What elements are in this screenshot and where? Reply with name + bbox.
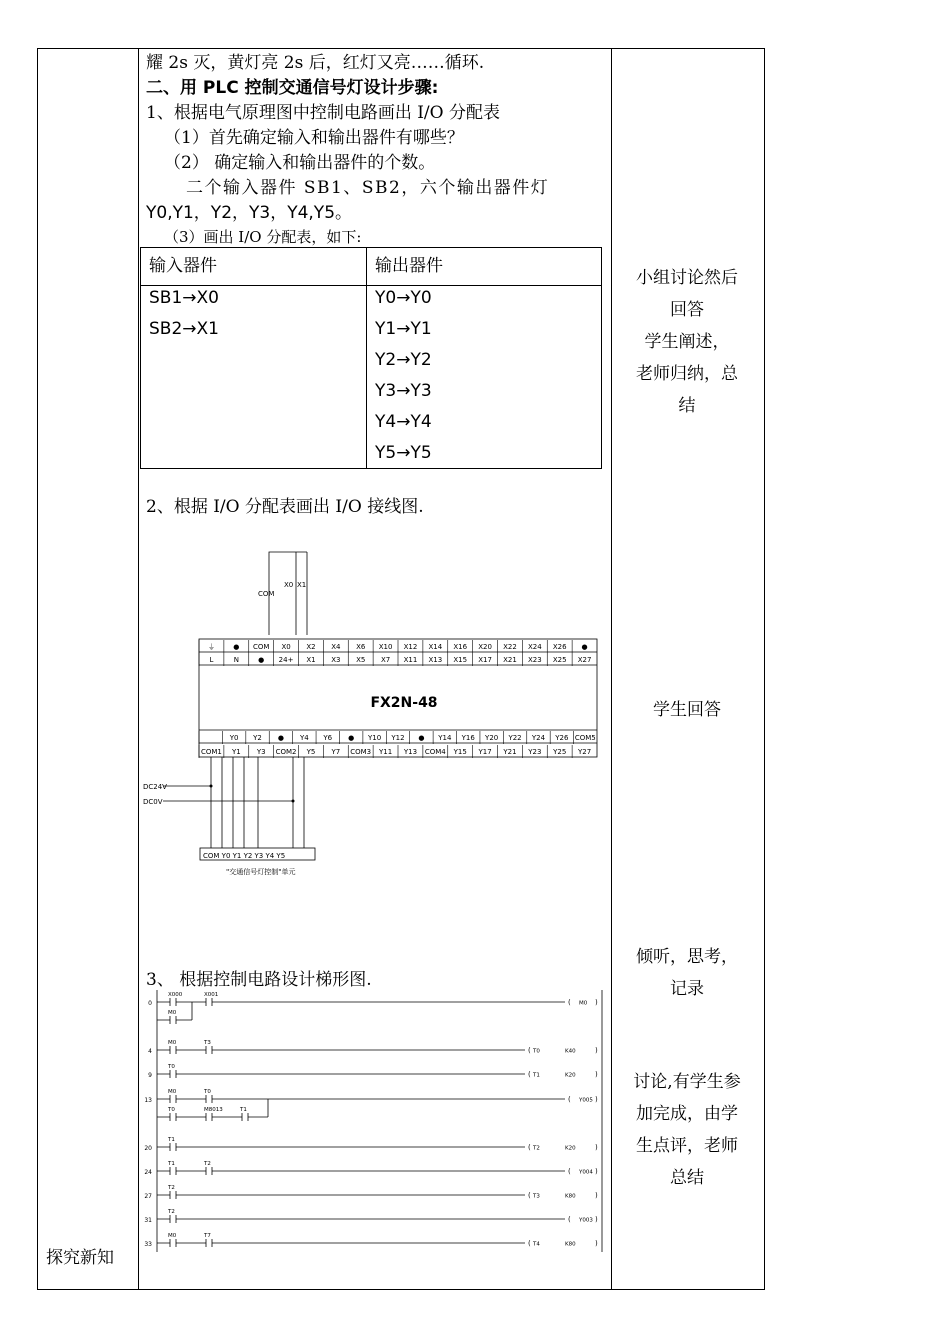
rung-step: 0 [148, 1000, 152, 1007]
terminal-label: X12 [403, 643, 418, 651]
activity-line: 学生阐述， [644, 332, 730, 352]
activity-block-1 [612, 262, 762, 422]
terminal-label: X5 [356, 656, 366, 664]
activity-block-4 [612, 1066, 762, 1194]
terminal-label: Y4 [299, 734, 309, 742]
terminal-label: Y15 [453, 748, 467, 756]
coil-label: T3 [533, 1193, 540, 1200]
terminal-label: X26 [552, 643, 567, 651]
terminal-label: X7 [380, 656, 391, 664]
coil-label: Y004 [579, 1169, 593, 1176]
terminal-label: X6 [356, 643, 366, 651]
terminal-label: Y6 [323, 734, 333, 742]
rung-step: 31 [144, 1217, 152, 1224]
coil-label: T1 [533, 1072, 540, 1079]
coil-label: T2 [533, 1145, 540, 1152]
terminal-label: X14 [428, 643, 443, 651]
coil-close: ) [595, 1167, 598, 1176]
activity-line: 总结 [670, 1168, 704, 1188]
contact-label: T3 [204, 1040, 211, 1046]
contact-label: M0 [168, 1233, 177, 1239]
terminal-label: ● [233, 643, 240, 651]
description-line-2: Y0,Y1，Y2，Y3，Y4,Y5。 [146, 203, 353, 223]
terminal-label: COM4 [424, 748, 446, 756]
terminal-label: N [233, 656, 239, 664]
coil-constant: K20 [565, 1072, 576, 1079]
coil-open: ( [528, 1239, 531, 1248]
contact-gap [170, 1191, 176, 1199]
terminal-label: X20 [478, 643, 492, 651]
activity-line: 结 [678, 396, 696, 416]
terminal-label: Y22 [508, 734, 522, 742]
contact-label: T2 [204, 1161, 211, 1167]
terminal-label: X27 [577, 656, 592, 664]
contact-label: T1 [168, 1137, 175, 1143]
contact-gap [170, 1095, 176, 1103]
contact-label: M0 [168, 1010, 177, 1016]
io-input-row: SB1→X0 [149, 288, 219, 308]
io-output-row: Y5→Y5 [375, 443, 432, 463]
contact-gap [206, 1167, 212, 1175]
io-table [140, 247, 602, 469]
switch-label: X0 [284, 581, 294, 589]
terminal-label: COM1 [200, 748, 222, 756]
io-header-output: 输出器件 [375, 256, 443, 276]
coil-open: ( [568, 1095, 571, 1104]
coil-close: ) [595, 1070, 598, 1079]
coil-label: Y005 [579, 1097, 593, 1104]
contact-gap [170, 1046, 176, 1054]
contact-label: T2 [168, 1209, 175, 1215]
terminal-label: X4 [331, 643, 341, 651]
terminal-label: Y23 [528, 748, 542, 756]
contact-label: X001 [204, 992, 219, 998]
terminal-label: Y3 [256, 748, 266, 756]
contact-label: T0 [168, 1064, 175, 1070]
step-2: 2、根据 I/O 分配表画出 I/O 接线图. [146, 497, 424, 517]
column-divider-left [138, 48, 139, 1290]
contact-gap [206, 1239, 212, 1247]
terminal-label: Y26 [555, 734, 569, 742]
terminal-label: Y10 [367, 734, 382, 742]
coil-label: T0 [533, 1048, 540, 1055]
terminal-label: X15 [453, 656, 468, 664]
coil-close: ) [595, 1095, 598, 1104]
sub-step-1: （1）首先确定输入和输出器件有哪些？ [164, 128, 464, 148]
sub-step-3: （3）画出 I/O 分配表，如下: [164, 228, 362, 246]
contact-gap [242, 1113, 248, 1121]
terminal-label: X21 [503, 656, 517, 664]
terminal-label: ● [418, 734, 425, 742]
terminal-label: ● [348, 734, 355, 742]
terminal-label: X0 [281, 643, 291, 651]
coil-open: ( [528, 1143, 531, 1152]
terminal-label: Y20 [485, 734, 499, 742]
terminal-label: Y16 [461, 734, 475, 742]
io-header-input: 输入器件 [149, 256, 217, 276]
io-output-row: Y2→Y2 [375, 350, 432, 370]
contact-gap [206, 1046, 212, 1054]
activity-block-2 [612, 694, 762, 726]
terminal-label: X3 [331, 656, 341, 664]
coil-label: M0 [579, 1000, 588, 1007]
io-table-divider [366, 248, 367, 468]
contact-gap [170, 1016, 176, 1024]
terminal-label: X22 [503, 643, 517, 651]
activity-line: 倾听，思考， [636, 947, 738, 967]
coil-constant: K80 [565, 1241, 576, 1248]
coil-close: ) [595, 1191, 598, 1200]
terminal-label: X25 [552, 656, 567, 664]
coil-open: ( [528, 1191, 531, 1200]
contact-label: M8013 [204, 1107, 223, 1113]
terminal-label: Y1 [231, 748, 241, 756]
coil-constant: K20 [565, 1145, 576, 1152]
coil-constant: K40 [565, 1048, 576, 1055]
unit-terminals: COM Y0 Y1 Y2 Y3 Y4 Y5 [203, 852, 286, 860]
terminal-label: X13 [428, 656, 443, 664]
terminal-label: Y7 [331, 748, 341, 756]
terminal-label: X23 [527, 656, 542, 664]
contact-gap [170, 1167, 176, 1175]
io-output-row: Y1→Y1 [375, 319, 432, 339]
activity-line: 小组讨论然后 [636, 268, 738, 288]
section-label: 探究新知 [46, 1248, 114, 1268]
text-line-1: 耀 2s 灭，黄灯亮 2s 后，红灯又亮……循环. [146, 53, 485, 73]
contact-gap [170, 1113, 176, 1121]
heading-2: 二、用 PLC 控制交通信号灯设计步骤: [146, 78, 439, 98]
contact-gap [170, 998, 176, 1006]
io-output-row: Y4→Y4 [375, 412, 432, 432]
unit-label: "交通信号灯控制"单元 [226, 868, 296, 876]
contact-gap [170, 1143, 176, 1151]
rung-step: 27 [144, 1193, 152, 1200]
terminal-label: 24+ [278, 656, 294, 664]
terminal-label: Y17 [478, 748, 492, 756]
dc0v-label: DC0V [143, 798, 163, 806]
dc24v-label: DC24V [143, 783, 167, 791]
com-label: COM [258, 590, 275, 598]
contact-label: T7 [204, 1233, 211, 1239]
coil-open: ( [568, 998, 571, 1007]
terminal-label: COM3 [350, 748, 372, 756]
plc-model: FX2N-48 [370, 695, 438, 711]
activity-line: 记录 [670, 979, 704, 999]
coil-constant: K80 [565, 1193, 576, 1200]
coil-close: ) [595, 1215, 598, 1224]
wiring-diagram [140, 540, 605, 885]
terminal-label: L [209, 656, 214, 664]
activity-line: 生点评，老师 [636, 1136, 738, 1156]
coil-close: ) [595, 1239, 598, 1248]
terminal-label: Y24 [531, 734, 546, 742]
terminal-label: Y25 [553, 748, 567, 756]
terminal-label: Y0 [229, 734, 239, 742]
io-output-row: Y0→Y0 [375, 288, 432, 308]
terminal-label: X24 [527, 643, 542, 651]
contact-gap [170, 1239, 176, 1247]
terminal-label: Y27 [577, 748, 592, 756]
contact-label: M0 [168, 1040, 177, 1046]
terminal-label: Y5 [306, 748, 316, 756]
coil-open: ( [528, 1046, 531, 1055]
terminal-label: X2 [306, 643, 316, 651]
coil-close: ) [595, 1046, 598, 1055]
terminal-label: Y13 [403, 748, 418, 756]
contact-gap [206, 1095, 212, 1103]
switch-label: X1 [297, 581, 307, 589]
terminal-label: COM [252, 643, 270, 651]
rung-step: 9 [148, 1072, 152, 1079]
contact-gap [206, 1113, 212, 1121]
contact-label: M0 [168, 1089, 177, 1095]
terminal-label: COM2 [275, 748, 297, 756]
contact-label: T2 [168, 1185, 175, 1191]
contact-gap [206, 998, 212, 1006]
step-1: 1、根据电气原理图中控制电路画出 I/O 分配表 [146, 103, 501, 123]
contact-gap [170, 1070, 176, 1078]
terminal-label: ● [258, 656, 265, 664]
coil-label: Y003 [579, 1217, 593, 1224]
coil-open: ( [568, 1215, 571, 1224]
contact-label: X000 [168, 992, 183, 998]
terminal-label: ● [277, 734, 284, 742]
terminal-label: ⏚ [207, 643, 215, 651]
terminal-label: Y12 [391, 734, 405, 742]
terminal-label: X11 [403, 656, 418, 664]
terminal-label: X16 [453, 643, 468, 651]
contact-label: T0 [168, 1107, 175, 1113]
rung-step: 24 [144, 1169, 152, 1176]
activity-line: 老师归纳，总 [636, 364, 738, 384]
coil-label: T4 [533, 1241, 540, 1248]
rung-step: 13 [144, 1097, 152, 1104]
activity-line: 回答 [670, 300, 704, 320]
description-line-1: 二个输入器件 SB1、SB2，六个输出器件灯 [186, 178, 550, 198]
terminal-label: X10 [378, 643, 393, 651]
coil-close: ) [595, 998, 598, 1007]
coil-close: ) [595, 1143, 598, 1152]
ladder-diagram [140, 990, 608, 1255]
terminal-label: Y21 [503, 748, 517, 756]
step-3: 3、 根据控制电路设计梯形图. [146, 970, 372, 990]
activity-block-3 [612, 941, 762, 1005]
terminal-label: Y14 [438, 734, 452, 742]
contact-label: T1 [168, 1161, 175, 1167]
io-input-row: SB2→X1 [149, 319, 219, 339]
contact-label: T1 [240, 1107, 247, 1113]
rung-step: 33 [144, 1241, 152, 1248]
contact-gap [170, 1215, 176, 1223]
activity-line: 学生回答 [653, 700, 721, 720]
terminal-label: Y2 [253, 734, 262, 742]
terminal-label: X1 [306, 656, 316, 664]
rung-step: 4 [148, 1048, 152, 1055]
sub-step-2: （2） 确定输入和输出器件的个数。 [164, 153, 436, 173]
coil-open: ( [528, 1070, 531, 1079]
io-output-row: Y3→Y3 [375, 381, 432, 401]
contact-label: T0 [204, 1089, 211, 1095]
terminal-label: X17 [478, 656, 492, 664]
coil-open: ( [568, 1167, 571, 1176]
activity-line: 讨论,有学生参 [633, 1072, 741, 1092]
activity-line: 加完成，由学 [636, 1104, 738, 1124]
terminal-label: COM5 [574, 734, 596, 742]
terminal-label: ● [581, 643, 588, 651]
terminal-label: Y11 [378, 748, 393, 756]
rung-step: 20 [144, 1145, 152, 1152]
